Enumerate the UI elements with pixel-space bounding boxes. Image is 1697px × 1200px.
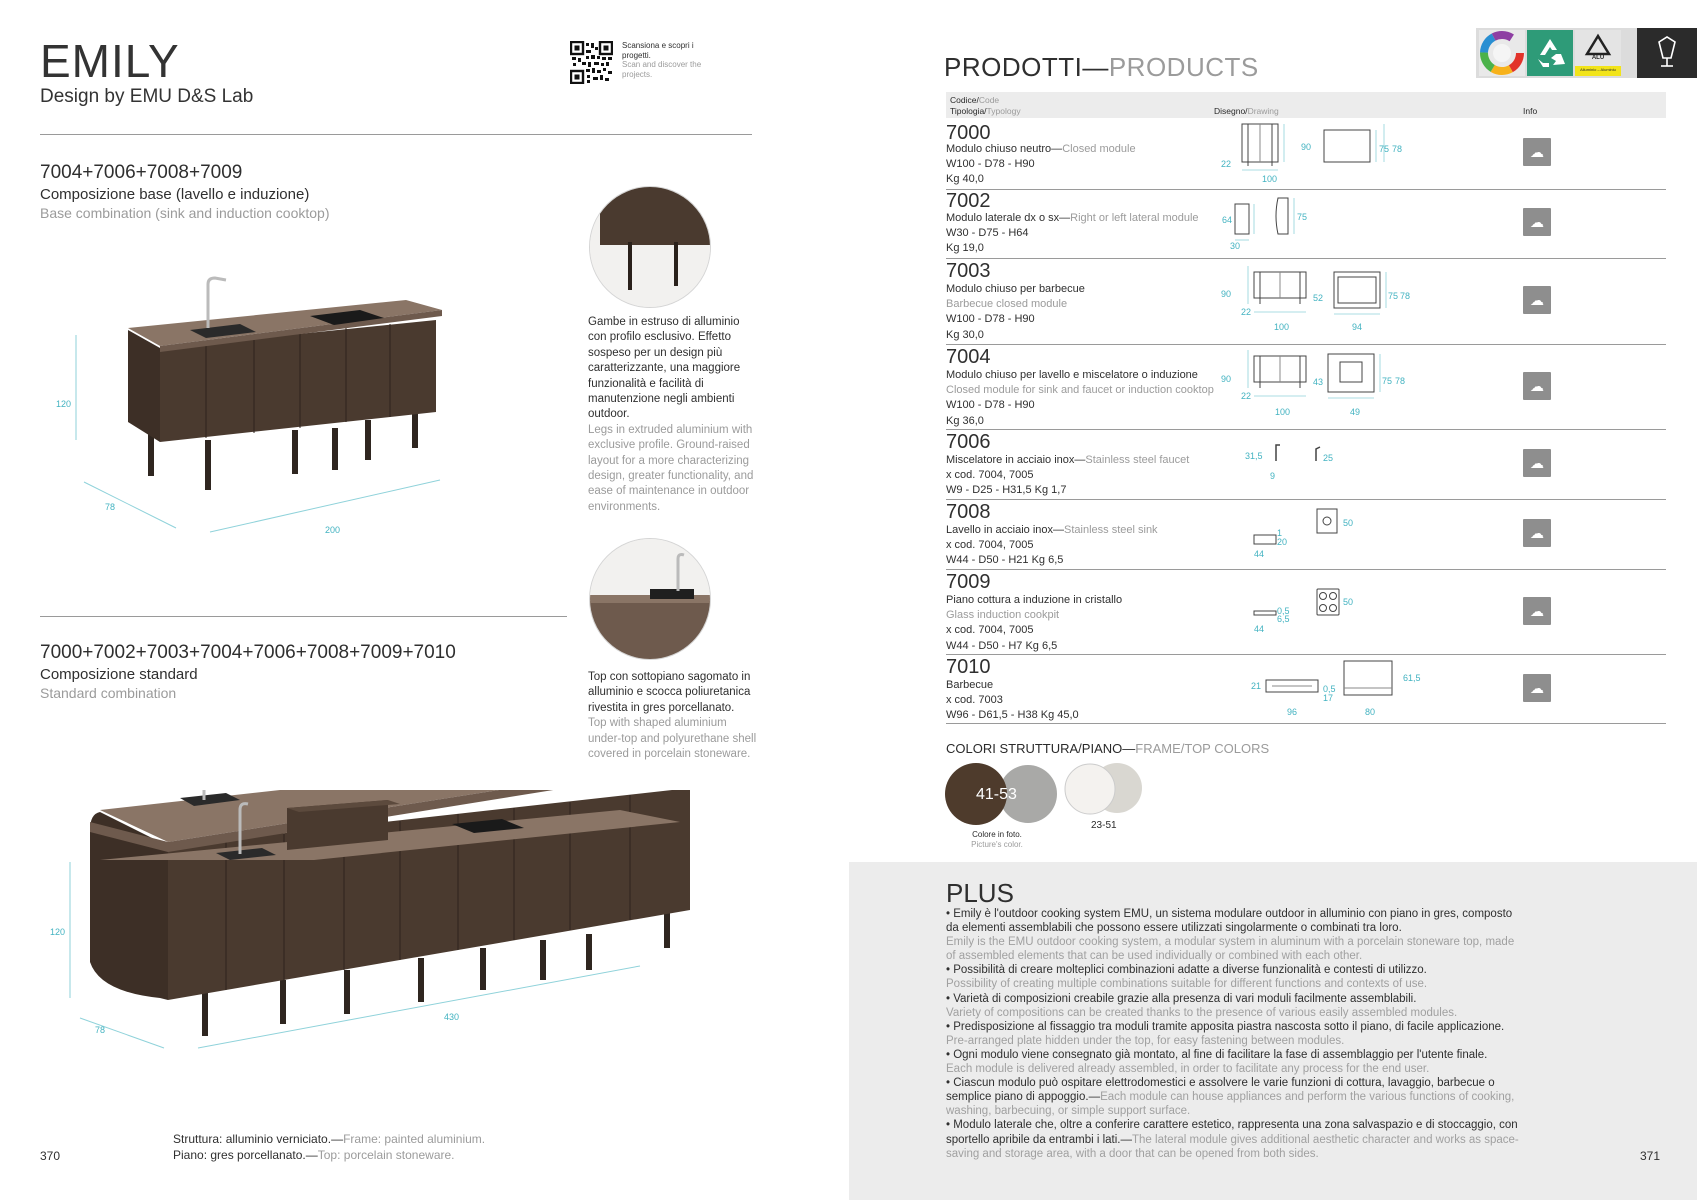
- dim-7006-h: 31,5: [1245, 451, 1263, 461]
- plus-item: [946, 992, 1526, 1020]
- plus-item-it: • Ogni modulo viene consegnato già montato, al fine di facilitare la fase di assemblaggio per l'utente finale.: [946, 1048, 1488, 1061]
- plus-item-it: • Ciascun modulo può ospitare elettrodomestici e assolvere le varie funzioni di cottura, lavaggio, barbecue o semplice piano di appoggio.—: [946, 1077, 1495, 1104]
- product-dimensions: W100 - D78 - H90: [946, 158, 1035, 171]
- info-icon[interactable]: ☁: [1523, 208, 1551, 236]
- dim-7009-d: 50: [1343, 597, 1354, 607]
- dim-7003-depth: 52: [1313, 293, 1324, 303]
- footer-frame-it: Struttura: alluminio verniciato.—: [173, 1132, 344, 1146]
- color-wheel-icon: [1479, 30, 1525, 76]
- info-icon[interactable]: ☁: [1523, 286, 1551, 314]
- product-dimensions: W100 - D78 - H90: [946, 399, 1035, 412]
- legs-detail-image: [589, 186, 711, 308]
- dim-7003-d1: 75: [1388, 291, 1399, 301]
- product-row-7006: [946, 431, 1666, 500]
- combo1-dim-depth: 78: [105, 502, 116, 512]
- product-desc-en: Closed module for sink and faucet or induction cooktop: [946, 384, 1214, 397]
- dim-7003-top: 94: [1352, 322, 1363, 332]
- dim-7009-lip: 0,5: [1277, 606, 1290, 616]
- product-row-7009: [946, 571, 1666, 655]
- product-weight: Kg 40,0: [946, 173, 984, 186]
- dim-7002-h: 64: [1222, 215, 1233, 225]
- dim-7009-h: 6,5: [1277, 614, 1290, 624]
- page-number-right: 371: [1640, 1149, 1661, 1163]
- product-desc-en: Glass induction cookpit: [946, 609, 1060, 622]
- top-note-en: Top with shaped aluminium under-top and polyurethane shell covered in porcelain stoneware.: [588, 717, 757, 761]
- dim-7004-h: 90: [1221, 374, 1232, 384]
- product-desc-en: Barbecue closed module: [946, 298, 1068, 311]
- combo1-title-it: Composizione base (lavello e induzione): [40, 186, 310, 203]
- product-code: 7000: [946, 122, 991, 144]
- plus-item: [946, 963, 1526, 991]
- dim-7004-top: 49: [1350, 407, 1361, 417]
- product-row-7010: [946, 656, 1666, 724]
- combo2-dim-height: 120: [50, 927, 66, 937]
- product-desc-en: Closed module: [1062, 143, 1136, 155]
- product-desc-it: Modulo laterale dx o sx—: [946, 212, 1071, 224]
- product-drawing: [1226, 501, 1486, 569]
- product-desc-it: Miscelatore in acciaio inox—: [946, 454, 1086, 466]
- product-code: 7006: [946, 431, 991, 453]
- dim-7000-d1: 75: [1379, 144, 1390, 154]
- dim-7003-leg: 22: [1241, 307, 1252, 317]
- info-icon[interactable]: ☁: [1523, 519, 1551, 547]
- header-code-it: Codice/: [950, 95, 979, 105]
- product-desc-en: Right or left lateral module: [1070, 212, 1199, 224]
- product-desc-it: Modulo chiuso neutro—: [946, 143, 1063, 155]
- product-drawing: [1226, 431, 1486, 499]
- info-icon[interactable]: ☁: [1523, 674, 1551, 702]
- dim-7000-d2: 78: [1392, 144, 1403, 154]
- product-desc-it: Lavello in acciaio inox—: [946, 524, 1065, 536]
- combo2-dim-depth: 78: [95, 1025, 106, 1035]
- top-detail-image: [589, 538, 711, 660]
- dim-7009-w: 44: [1254, 624, 1265, 634]
- header-type-it: Tipologia/: [950, 106, 987, 116]
- product-drawing: [1226, 190, 1486, 258]
- recycle-icon: [1527, 30, 1573, 76]
- outdoor-lamp-icon: [1637, 28, 1697, 78]
- product-desc-en: Stainless steel faucet: [1085, 454, 1190, 466]
- qr-caption-it: Scansiona e scopri i progetti.: [622, 41, 694, 60]
- dim-7003-w: 100: [1274, 322, 1290, 332]
- info-icon[interactable]: ☁: [1523, 449, 1551, 477]
- product-compat: x cod. 7003: [946, 694, 1003, 707]
- legs-note-en: Legs in extruded aluminium with exclusive profile. Ground-raised layout for a more characterizing design, greater functionality, and ease of maintenance in outdoor environments.: [588, 423, 754, 513]
- plus-item-en: Possibility of creating multiple combinations suitable for different functions and contexts of use.: [946, 978, 1428, 991]
- product-dimensions: W100 - D78 - H90: [946, 313, 1035, 326]
- products-title-en: PRODUCTS: [1108, 52, 1259, 82]
- product-desc-it: Barbecue: [946, 679, 994, 691]
- product-desc-en: Stainless steel sink: [1064, 524, 1158, 536]
- header-drawing-it: Disegno/: [1214, 106, 1248, 116]
- plus-item: [946, 1048, 1526, 1076]
- product-row-7004: [946, 346, 1666, 430]
- footer-frame-en: Frame: painted aluminium.: [343, 1132, 486, 1146]
- product-row-7003: [946, 260, 1666, 345]
- header-info: Info: [1523, 106, 1538, 116]
- product-code: 7008: [946, 501, 991, 523]
- dim-7004-w: 100: [1275, 407, 1291, 417]
- combo2-title-en: Standard combination: [40, 685, 177, 701]
- dim-7000-leg: 22: [1221, 159, 1232, 169]
- page-title: EMILY: [40, 35, 180, 87]
- product-weight: Kg 19,0: [946, 242, 984, 255]
- plus-item: [946, 1118, 1526, 1160]
- plus-item: [946, 907, 1526, 963]
- dim-7004-depth: 43: [1313, 377, 1324, 387]
- dim-7010-lip: 0,5: [1323, 684, 1336, 694]
- product-code: 7009: [946, 571, 991, 593]
- section-divider: [40, 616, 567, 617]
- products-table-header: [946, 92, 1666, 118]
- dim-7002-d: 75: [1297, 212, 1308, 222]
- combo1-title-en: Base combination (sink and induction cooktop): [40, 205, 330, 221]
- product-dimensions: W44 - D50 - H21 Kg 6,5: [946, 554, 1064, 567]
- combo1-illustration: [40, 270, 460, 550]
- plus-item-en: The lateral module gives additional aesthetic character and works as space-saving and storage area, with a door that can be opened from both sides.: [946, 1133, 1519, 1160]
- product-dimensions: W96 - D61,5 - H38 Kg 45,0: [946, 709, 1079, 722]
- product-compat: x cod. 7004, 7005: [946, 624, 1034, 637]
- product-desc-it: Piano cottura a induzione in cristallo: [946, 594, 1123, 606]
- plus-item-en: Pre-arranged plate hidden under the top, for easy fastening between modules.: [946, 1034, 1345, 1047]
- dim-7008-lip: 1: [1277, 528, 1283, 538]
- swatch-label-41-53: 41-53: [976, 786, 1017, 803]
- combo2-codes: 7000+7002+7003+7004+7006+7008+7009+7010: [40, 642, 456, 663]
- dim-7010-h: 21: [1251, 681, 1262, 691]
- plus-list: [946, 907, 1526, 1161]
- product-row-7002: [946, 190, 1666, 259]
- designer-subtitle: Design by EMU D&S Lab: [40, 86, 254, 107]
- dim-7000-w: 100: [1262, 174, 1278, 184]
- dim-7000-h: 90: [1301, 142, 1312, 152]
- qr-code-icon[interactable]: [570, 41, 613, 84]
- plus-item-it: • Predisposizione al fissaggio tra moduli tramite apposita piastra nascosta sotto il piano, di facile applicazione.: [946, 1020, 1505, 1033]
- product-desc-it: Modulo chiuso per barbecue: [946, 283, 1085, 295]
- info-icon[interactable]: ☁: [1523, 138, 1551, 166]
- dim-7003-d2: 78: [1400, 291, 1411, 301]
- swatch-caption-it: Colore in foto.: [972, 830, 1022, 839]
- plus-item: [946, 1020, 1526, 1048]
- colors-title: [946, 741, 1269, 756]
- dim-7010-top: 80: [1365, 707, 1376, 717]
- header-divider: [40, 134, 752, 135]
- plus-title: PLUS: [946, 878, 1014, 908]
- colors-title-it: COLORI STRUTTURA/PIANO—: [946, 741, 1136, 756]
- combo2-dim-width: 430: [444, 1012, 460, 1022]
- alu-badge: [1575, 30, 1621, 76]
- plus-item-it: • Possibilità di creare molteplici combinazioni adatte a diverse funzionalità e contesti di utilizzo.: [946, 964, 1427, 977]
- plus-item-en: Each module can house appliances and perform the various functions of cooking, washing, barbecuing, or simple support surface.: [946, 1091, 1515, 1118]
- product-code: 7004: [946, 346, 991, 368]
- product-code: 7010: [946, 656, 991, 678]
- dim-7003-h: 90: [1221, 289, 1232, 299]
- product-weight: Kg 30,0: [946, 328, 984, 341]
- product-drawing: [1226, 571, 1486, 654]
- dim-7004-d2: 78: [1395, 376, 1406, 386]
- footer-top-it: Piano: gres porcellanato.—: [173, 1148, 318, 1162]
- product-drawing: [1226, 656, 1486, 723]
- footer-top-en: Top: porcelain stoneware.: [317, 1148, 455, 1162]
- combo1-codes: 7004+7006+7008+7009: [40, 162, 243, 183]
- dim-7010-h2: 17: [1323, 693, 1334, 703]
- combo2-title-it: Composizione standard: [40, 666, 198, 683]
- header-type-en: Typology: [986, 106, 1021, 116]
- top-note-it: Top con sottopiano sagomato in alluminio e scocca poliuretanica rivestita in gres porcellanato.: [588, 671, 751, 714]
- product-dimensions: W44 - D50 - H7 Kg 6,5: [946, 639, 1058, 652]
- swatch-23-51[interactable]: [1063, 762, 1145, 818]
- dim-7008-d: 50: [1343, 518, 1354, 528]
- legs-note-it: Gambe in estruso di alluminio con profilo esclusivo. Effetto sospeso per un design più caratterizzante, una maggiore funzionalità e facilità di manutenzione negli ambienti outdoor.: [588, 316, 741, 421]
- qr-caption-en: Scan and discover the projects.: [622, 60, 702, 79]
- dim-7010-d: 61,5: [1403, 673, 1421, 683]
- product-compat: x cod. 7004, 7005: [946, 539, 1034, 552]
- dim-7002-w: 30: [1230, 241, 1241, 251]
- products-title: [944, 52, 1259, 83]
- plus-item-it: • Modulo laterale che, oltre a conferire carattere estetico, rappresenta una zona salvaspazio e di stoccaggio, con sportello apribile da entrambi i lati.—: [946, 1119, 1518, 1146]
- product-desc-it: Modulo chiuso per lavello e miscelatore o induzione: [946, 369, 1198, 381]
- plus-item-en: Each module is delivered already assembled, in order to facilitate any process for the end user.: [946, 1063, 1430, 1076]
- dim-7008-h: 20: [1277, 537, 1288, 547]
- product-compat: x cod. 7004, 7005: [946, 469, 1034, 482]
- alu-label: ALU: [1591, 55, 1605, 61]
- plus-item-it: • Varietà di composizioni creabile grazie alla presenza di vari moduli facilmente assemblabili.: [946, 992, 1417, 1005]
- dim-7008-w: 44: [1254, 549, 1265, 559]
- dim-7006-d: 25: [1323, 453, 1334, 463]
- product-weight: Kg 36,0: [946, 414, 984, 427]
- plus-item: [946, 1076, 1526, 1118]
- info-icon[interactable]: ☁: [1523, 597, 1551, 625]
- plus-item-it: • Emily è l'outdoor cooking system EMU, un sistema modulare outdoor in alluminio con piano in gres, composto da elementi assemblabili che possono essere utilizzati singolarmente o combinati tra loro.: [946, 908, 1513, 935]
- product-dimensions: W30 - D75 - H64: [946, 227, 1029, 240]
- product-code: 7003: [946, 260, 991, 282]
- alu-strip-label: Alluminio – Aluminiu: [1580, 67, 1616, 72]
- plus-item-en: Variety of compositions can be created thanks to the presence of various easily assembled modules.: [946, 1006, 1458, 1019]
- product-code: 7002: [946, 190, 991, 212]
- dim-7006-w: 9: [1270, 471, 1276, 481]
- dim-7010-w: 96: [1287, 707, 1298, 717]
- combo1-dim-width: 200: [325, 525, 341, 535]
- plus-item-en: Emily is the EMU outdoor cooking system, a modular system in aluminum with a porcelain stoneware top, made of assembled elements that can be used individually or combined with each other.: [946, 936, 1515, 963]
- page-number-left: 370: [40, 1149, 61, 1163]
- header-drawing-en: Drawing: [1247, 106, 1279, 116]
- dim-7004-d1: 75: [1382, 376, 1393, 386]
- swatch-label-23-51: 23-51: [1091, 820, 1117, 831]
- colors-title-en: FRAME/TOP COLORS: [1135, 741, 1270, 756]
- dim-7004-leg: 22: [1241, 391, 1252, 401]
- product-row-7000: [946, 122, 1666, 190]
- combo1-dim-height: 120: [56, 399, 72, 409]
- products-title-it: PRODOTTI—: [944, 52, 1109, 82]
- product-dimensions: W9 - D25 - H31,5 Kg 1,7: [946, 484, 1067, 497]
- info-icon[interactable]: ☁: [1523, 372, 1551, 400]
- combo2-top-illustration: [100, 750, 700, 860]
- product-row-7008: [946, 501, 1666, 570]
- swatch-caption-en: Picture's color.: [971, 840, 1023, 849]
- header-code-en: Code: [978, 95, 1000, 105]
